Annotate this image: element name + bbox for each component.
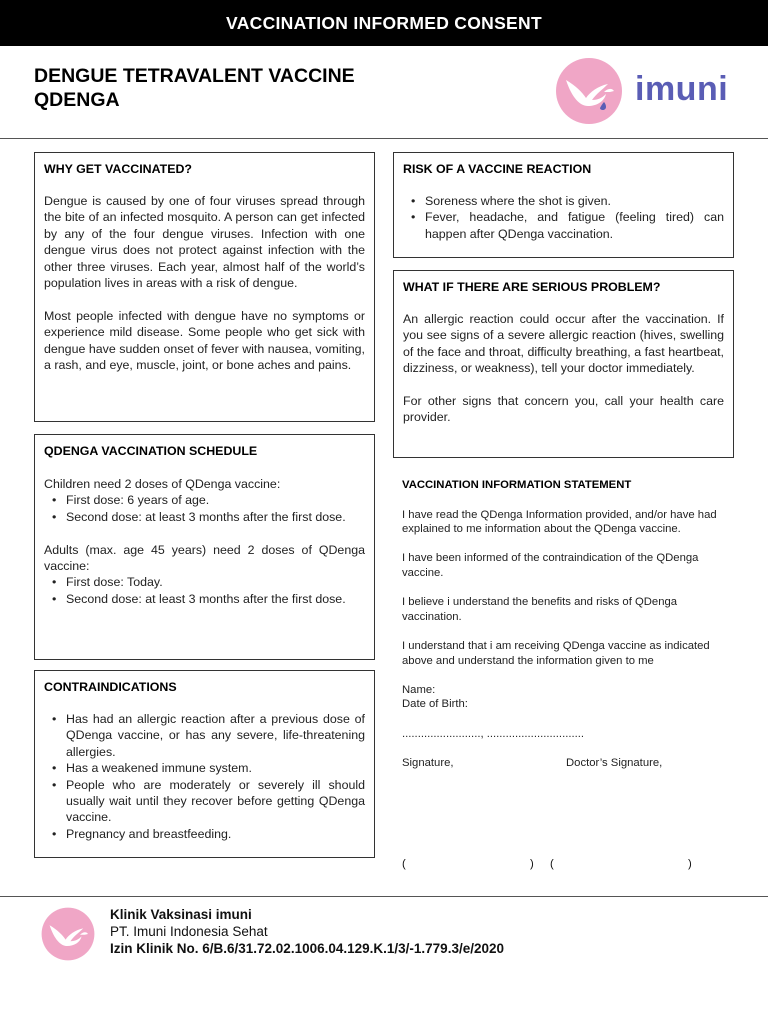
clinic-name: Klinik Vaksinasi imuni (110, 907, 252, 922)
risk-title: RISK OF A VACCINE REACTION (403, 162, 592, 176)
contraindications-title: CONTRAINDICATIONS (44, 680, 177, 694)
clinic-license: Izin Klinik No. 6/B.6/31.72.02.1006.04.129.K.1/3/-1.779.3/e/2020 (110, 941, 504, 956)
list-item: • First dose: 6 years of age. (44, 492, 365, 508)
place-date-line: ........................., ............................... (402, 727, 585, 740)
patient-bracket-close: ) (530, 858, 534, 870)
children-dose-list (44, 492, 365, 525)
footer-divider (0, 896, 768, 897)
why-vaccinated-box (34, 152, 375, 422)
contraindications-box (34, 670, 375, 858)
contraindications-body (44, 711, 365, 842)
schedule-title: QDENGA VACCINATION SCHEDULE (44, 444, 258, 458)
imuni-logo (554, 58, 734, 124)
why-paragraph-1: Dengue is caused by one of four viruses spread through the bite of an infected mosquito. A person can get infected by any of the four dengue viruses. Infection with one dengue virus does not protect against infection with the other three viruses. Each year, almost half of the world’s population lives in areas with a risk of dengue. (44, 194, 365, 291)
statement-title: VACCINATION INFORMATION STATEMENT (402, 479, 632, 491)
doctor-bracket-open: ( (550, 858, 554, 870)
serious-problem-box (393, 270, 734, 458)
risk-body (403, 193, 724, 242)
schedule-body (44, 476, 365, 607)
footer-info (110, 906, 504, 957)
brand-name: imuni (635, 70, 729, 108)
serious-paragraph-2: For other signs that concern you, call your health care provider. (403, 394, 724, 425)
list-item: • People who are moderately or severely ill should usually wait until they recover before getting QDenga vaccine. (44, 777, 365, 826)
serious-problem-title: WHAT IF THERE ARE SERIOUS PROBLEM? (403, 280, 661, 294)
list-item: • First dose: Today. (44, 574, 365, 590)
list-item: • Has had an allergic reaction after a previous dose of QDenga vaccine, or has any severe, life-threatening allergies. (44, 711, 365, 760)
bird-logo-icon (554, 58, 624, 124)
name-field-label: Name: (402, 683, 436, 696)
adults-intro: Adults (max. age 45 years) need 2 doses of QDenga vaccine: (44, 542, 365, 574)
list-item: • Second dose: at least 3 months after the first dose. (44, 509, 365, 525)
statement-paragraph-2: I have been informed of the contraindication of the QDenga vaccine. (402, 552, 699, 579)
adults-dose-list (44, 574, 365, 607)
signature-row (402, 756, 732, 771)
serious-paragraph-1: An allergic reaction could occur after the vaccination. If you see signs of a severe allergic reaction (hives, swelling of the face and throat, difficulty breathing, a fast heartbeat, dizziness, or weakness), tell your doctor immediately. (403, 312, 724, 376)
statement-paragraph-4: I understand that i am receiving QDenga vaccine as indicated above and understand the information given to me (402, 639, 710, 667)
statement-paragraph-3: I believe i understand the benefits and risks of QDenga vaccination. (402, 596, 678, 623)
why-paragraph-2: Most people infected with dengue have no symptoms or experience mild disease. Some people who get sick with dengue have sudden onset of fever with nausea, vomiting, a rash, and eye, muscle, joint, or bone aches and pains. (44, 308, 365, 373)
title-line-2: QDENGA (34, 89, 120, 111)
risk-list (403, 193, 724, 242)
risk-box (393, 152, 734, 258)
list-item: • Has a weakened immune system. (44, 760, 365, 776)
signature-name-brackets (402, 858, 702, 874)
why-vaccinated-title: WHY GET VACCINATED? (44, 162, 192, 176)
header-divider (0, 138, 768, 139)
bird-logo-icon (40, 906, 96, 962)
document-title (34, 64, 355, 112)
list-item: • Soreness where the shot is given. (403, 193, 724, 209)
doctor-signature-label: Doctor’s Signature, (566, 756, 663, 769)
patient-bracket-open: ( (402, 858, 406, 870)
why-vaccinated-body (44, 193, 365, 373)
children-intro: Children need 2 doses of QDenga vaccine: (44, 477, 281, 491)
serious-problem-body (403, 311, 724, 426)
schedule-box (34, 434, 375, 660)
doctor-bracket-close: ) (688, 858, 692, 870)
list-item: • Fever, headache, and fatigue (feeling tired) can happen after QDenga vaccination. (403, 209, 724, 242)
list-item: • Second dose: at least 3 months after the first dose. (44, 591, 365, 607)
dob-field-label: Date of Birth: (402, 698, 468, 711)
company-name: PT. Imuni Indonesia Sehat (110, 924, 268, 939)
statement-paragraph-1: I have read the QDenga Information provided, and/or have had explained to me information about the QDenga vaccine. (402, 508, 717, 536)
list-item: • Pregnancy and breastfeeding. (44, 826, 365, 842)
footer-logo (40, 906, 96, 962)
contraindications-list (44, 711, 365, 842)
information-statement (402, 478, 732, 771)
patient-signature-label: Signature, (402, 756, 454, 769)
header-banner: VACCINATION INFORMED CONSENT (0, 0, 768, 46)
title-line-1: DENGUE TETRAVALENT VACCINE (34, 65, 355, 87)
